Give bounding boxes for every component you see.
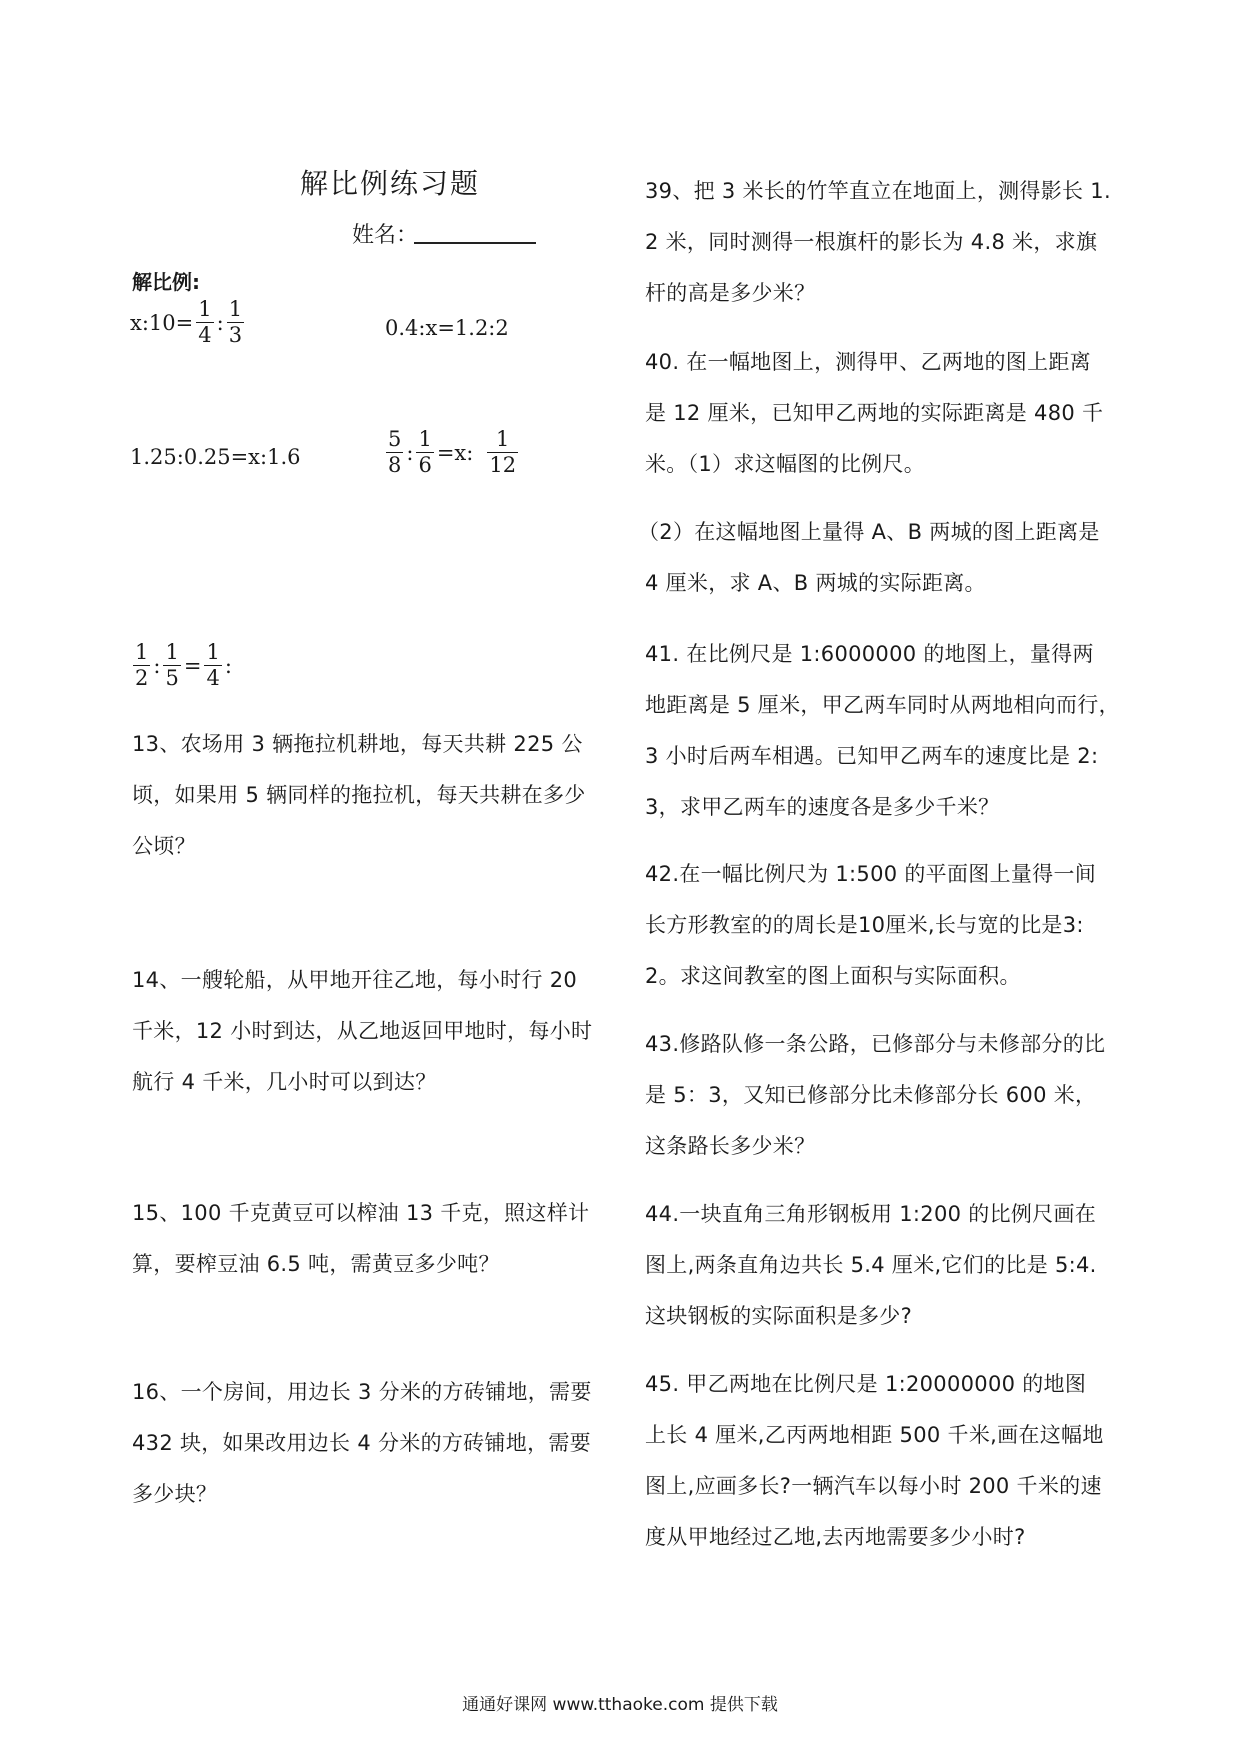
question-line: 图上,应画多长?一辆汽车以每小时 200 千米的速 (645, 1474, 1102, 1498)
question-line: 度从甲地经过乙地,去丙地需要多少小时? (645, 1525, 1026, 1549)
equation-2 (385, 316, 509, 340)
question-line: （2）在这幅地图上量得 A、B 两城的图上距离是 (638, 520, 1100, 544)
numerator: 5 (388, 427, 402, 451)
numerator: 1 (418, 427, 432, 451)
fraction (227, 298, 244, 347)
question-16 (132, 1367, 602, 1520)
question-40 (645, 337, 1115, 490)
fraction (204, 641, 221, 690)
question-42 (645, 849, 1115, 1002)
page-footer: 通通好课网 www.tthaoke.com 提供下载 (462, 1695, 778, 1715)
numerator: 1 (206, 640, 220, 664)
denominator: 12 (489, 453, 517, 478)
question-line: 2。求这间教室的图上面积与实际面积。 (645, 964, 1021, 988)
question-line: 4 厘米，求 A、B 两城的实际距离。 (645, 571, 986, 595)
ratio-sign: : (224, 653, 232, 678)
equation-5 (130, 641, 232, 690)
question-45 (645, 1359, 1115, 1563)
denominator: 4 (198, 323, 212, 348)
question-line: 上长 4 厘米,乙丙两地相距 500 千米,画在这幅地 (645, 1423, 1104, 1447)
equation-text: 1.25:0.25=x:1.6 (130, 445, 301, 469)
equation-text: x:10= (130, 310, 194, 335)
denominator: 5 (165, 666, 179, 691)
question-line: 算，要榨豆油 6.5 吨，需黄豆多少吨？ (132, 1252, 500, 1276)
question-41 (645, 629, 1120, 833)
question-line: 44.一块直角三角形钢板用 1:200 的比例尺画在 (645, 1202, 1097, 1226)
question-line: 13、农场用 3 辆拖拉机耕地，每天共耕 225 公 (132, 732, 583, 756)
question-line: 39、把 3 米长的竹竿直立在地面上，测得影长 1. (645, 179, 1111, 203)
fraction (133, 641, 150, 690)
question-line: 千米，12 小时到达，从乙地返回甲地时，每小时 (132, 1019, 593, 1043)
fraction (163, 641, 180, 690)
equation-4 (383, 428, 521, 477)
question-line: 16、一个房间，用边长 3 分米的方砖铺地，需要 (132, 1380, 592, 1404)
question-line: 40. 在一幅地图上，测得甲、乙两地的图上距离 (645, 350, 1091, 374)
equation-text: =x: (436, 440, 474, 465)
question-line: 地距离是 5 厘米，甲乙两车同时从两地相向而行， (645, 693, 1120, 717)
ratio-sign: : (406, 440, 414, 465)
question-line: 14、一艘轮船，从甲地开往乙地，每小时行 20 (132, 968, 578, 992)
question-line: 15、100 千克黄豆可以榨油 13 千克，照这样计 (132, 1201, 590, 1225)
page-title: 解比例练习题 (300, 167, 481, 200)
question-line: 这块钢板的实际面积是多少? (645, 1304, 913, 1328)
question-13 (132, 719, 602, 872)
question-line: 米。（1）求这幅图的比例尺。 (645, 452, 926, 476)
question-line: 是 5：3，又知已修部分比未修部分长 600 米， (645, 1083, 1097, 1107)
denominator: 8 (388, 453, 402, 478)
question-40-part-2 (638, 507, 1108, 609)
equation-1 (130, 298, 247, 347)
question-line: 是 12 厘米，已知甲乙两地的实际距离是 480 千 (645, 401, 1104, 425)
question-15 (132, 1188, 602, 1290)
name-label: 姓名： (352, 223, 419, 248)
question-44 (645, 1189, 1115, 1342)
numerator: 1 (496, 427, 510, 451)
denominator: 2 (135, 666, 149, 691)
numerator: 1 (228, 297, 243, 321)
question-line: 航行 4 千米，几小时可以到达？ (132, 1070, 437, 1094)
question-line: 41. 在比例尺是 1:6000000 的地图上，量得两 (645, 642, 1094, 666)
numerator: 1 (135, 640, 149, 664)
question-39 (645, 166, 1115, 319)
ratio-sign: : (216, 310, 224, 335)
question-43 (645, 1019, 1115, 1172)
equation-3 (130, 445, 301, 469)
question-line: 杆的高是多少米？ (645, 281, 816, 305)
denominator: 3 (228, 323, 243, 348)
equals-sign: = (183, 653, 202, 678)
section-label: 解比例: (132, 270, 200, 294)
equation-text: 0.4:x=1.2:2 (385, 316, 509, 340)
numerator: 1 (165, 640, 179, 664)
question-line: 图上,两条直角边共长 5.4 厘米,它们的比是 5:4. (645, 1253, 1097, 1277)
question-line: 长方形教室的的周长是10厘米,长与宽的比是3: (645, 913, 1084, 937)
question-line: 432 块，如果改用边长 4 分米的方砖铺地，需要 (132, 1431, 591, 1455)
question-14 (132, 955, 602, 1108)
question-line: 42.在一幅比例尺为 1:500 的平面图上量得一间 (645, 862, 1097, 886)
denominator: 4 (206, 666, 220, 691)
question-line: 45. 甲乙两地在比例尺是 1:20000000 的地图 (645, 1372, 1087, 1396)
fraction (487, 428, 518, 477)
question-line: 3，求甲乙两车的速度各是多少千米？ (645, 795, 1000, 819)
question-line: 公顷？ (132, 834, 196, 858)
question-line: 2 米，同时测得一根旗杆的影长为 4.8 米，求旗 (645, 230, 1098, 254)
fraction (386, 428, 403, 477)
denominator: 6 (418, 453, 432, 478)
question-line: 顷，如果用 5 辆同样的拖拉机，每天共耕在多少 (132, 783, 586, 807)
question-line: 这条路长多少米？ (645, 1134, 816, 1158)
name-blank-line (414, 242, 536, 244)
question-line: 43.修路队修一条公路，已修部分与未修部分的比 (645, 1032, 1106, 1056)
fraction (196, 298, 213, 347)
fraction (416, 428, 433, 477)
question-line: 多少块？ (132, 1482, 218, 1506)
ratio-sign: : (153, 653, 161, 678)
numerator: 1 (198, 297, 212, 321)
question-line: 3 小时后两车相遇。已知甲乙两车的速度比是 2: (645, 744, 1099, 768)
